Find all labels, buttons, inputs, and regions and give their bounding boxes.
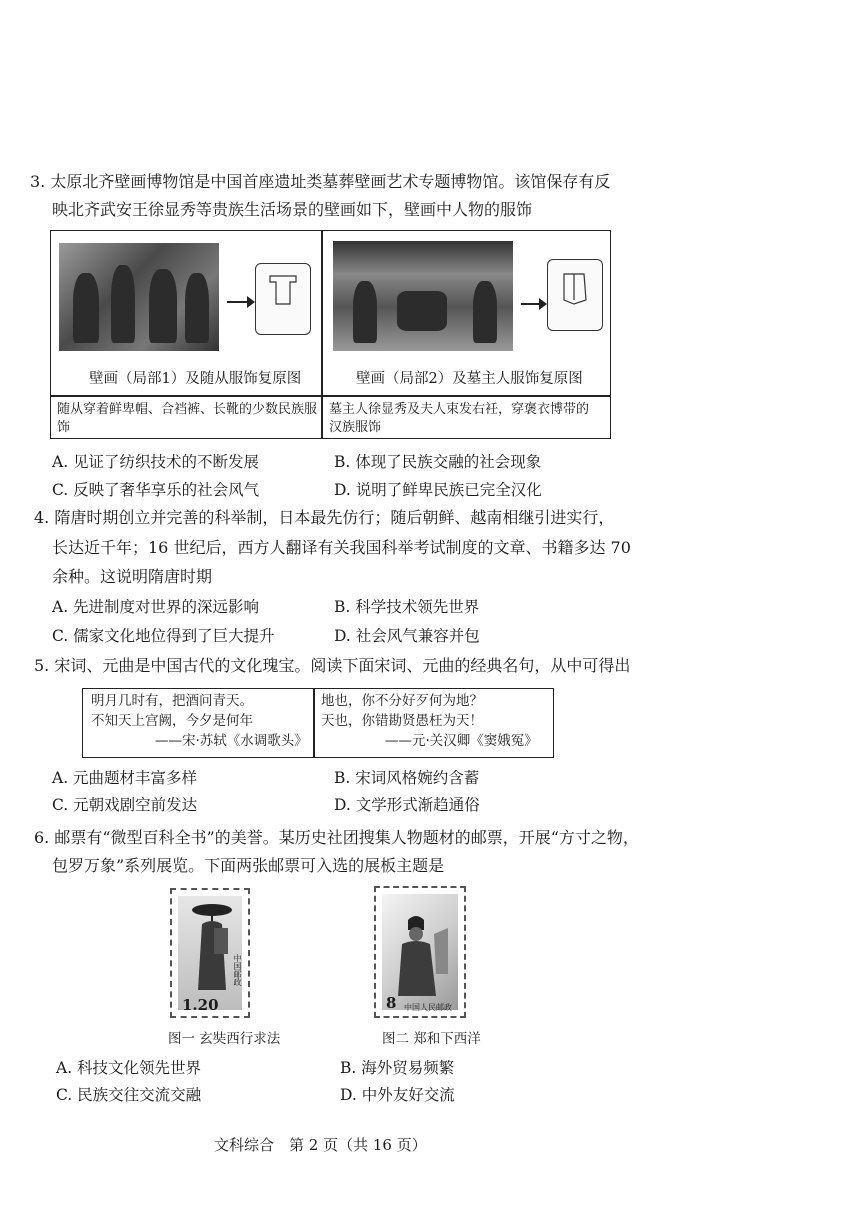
q3-stem-line2: 映北齐武安王徐显秀等贵族生活场景的壁画如下，壁画中人物的服饰: [52, 200, 533, 219]
q5-option-b[interactable]: B. 宋词风格婉约含蓄: [334, 769, 480, 787]
stamp-caption-1: 图一 玄奘西行求法: [168, 1031, 281, 1047]
q3-stem-line1: 3. 太原北齐壁画博物馆是中国首座遗址类墓葬壁画艺术专题博物馆。该馆保存有反: [30, 172, 611, 191]
q6-option-d[interactable]: D. 中外友好交流: [340, 1086, 455, 1104]
q5-option-d[interactable]: D. 文学形式渐趋通俗: [334, 796, 480, 814]
arrow-icon: [227, 301, 249, 303]
q6-option-b[interactable]: B. 海外贸易频繁: [340, 1059, 455, 1077]
q5-stem: 5. 宋词、元曲是中国古代的文化瑰宝。阅读下面宋词、元曲的经典名句，从中可得出: [34, 656, 631, 675]
q3-option-d[interactable]: D. 说明了鲜卑民族已完全汉化: [334, 481, 542, 499]
page-footer: 文科综合 第 2 页（共 16 页）: [214, 1136, 427, 1154]
q5-option-a[interactable]: A. 元曲题材丰富多样: [52, 769, 198, 787]
stamp-value: 8: [386, 994, 397, 1012]
yuan-qu-quote: [321, 691, 538, 751]
q6-option-a[interactable]: A. 科技文化领先世界: [56, 1059, 202, 1077]
admiral-figure-icon: [390, 904, 454, 1000]
quote-line: 地也，你不分好歹何为地？: [321, 693, 483, 709]
stamp-issuer: 中国人民邮政: [404, 1003, 452, 1012]
quote-line: 明月几时有，把酒问青天。: [91, 693, 253, 709]
q4-option-d[interactable]: D. 社会风气兼容并包: [334, 627, 480, 645]
q5-option-c[interactable]: C. 元朝戏剧空前发达: [52, 796, 198, 814]
arrow-icon: [521, 303, 541, 305]
stamp-issuer: 中国邮政: [233, 954, 242, 986]
stamp-xuanzang: [170, 888, 250, 1018]
table-divider: [51, 395, 610, 397]
song-ci-quote: [91, 691, 308, 751]
q3-option-b[interactable]: B. 体现了民族交融的社会现象: [334, 453, 542, 471]
q3-option-a[interactable]: A. 见证了纺织技术的不断发展: [52, 453, 260, 471]
q4-stem-line2: 长达近千年；16 世纪后，西方人翻译有关我国科举考试制度的文章、书籍多达 70: [52, 538, 631, 557]
q4-option-a[interactable]: A. 先进制度对世界的深远影响: [52, 598, 260, 616]
q4-stem-line3: 余种。这说明隋唐时期: [52, 567, 213, 586]
q3-option-c[interactable]: C. 反映了奢华享乐的社会风气: [52, 481, 260, 499]
quote-source: ——宋·苏轼《水调歌头》: [155, 733, 308, 749]
note-right: 墓主人徐显秀及夫人束发右衽，穿褒衣博带的汉族服饰: [329, 402, 590, 435]
stamp-value: 1.20: [182, 996, 219, 1014]
q4-option-b[interactable]: B. 科学技术领先世界: [334, 598, 480, 616]
costume-sketch-icon: [547, 259, 603, 331]
q4-option-c[interactable]: C. 儒家文化地位得到了巨大提升: [52, 627, 275, 645]
stamp-zhenghe: [374, 886, 466, 1018]
quote-source: ——元·关汉卿《窦娥冤》: [385, 733, 538, 749]
table-divider: [321, 231, 323, 438]
costume-sketch-icon: [255, 263, 311, 335]
mural-image-part2: [333, 241, 513, 351]
quote-line: 不知天上宫阙，今夕是何年: [91, 713, 253, 729]
q5-quote-table: [82, 688, 554, 758]
caption-part2: 壁画（局部2）及墓主人服饰复原图: [356, 371, 583, 387]
q6-stem-line2: 包罗万象”系列展览。下面两张邮票可入选的展板主题是: [52, 856, 445, 875]
stamp-caption-2: 图二 郑和下西洋: [382, 1031, 481, 1047]
q6-option-c[interactable]: C. 民族交往交流交融: [56, 1086, 202, 1104]
q3-mural-table: [50, 230, 611, 439]
caption-part1: 壁画（局部1）及随从服饰复原图: [89, 371, 302, 387]
mural-image-part1: [59, 243, 219, 351]
note-left: 随从穿着鲜卑帽、合裆裤、长靴的少数民族服饰: [57, 402, 318, 435]
q6-stem-line1: 6. 邮票有“微型百科全书”的美誉。某历史社团搜集人物题材的邮票，开展“方寸之物，: [34, 828, 639, 847]
q4-stem-line1: 4. 隋唐时期创立并完善的科举制，日本最先仿行；随后朝鲜、越南相继引进实行，: [34, 508, 615, 527]
quote-line: 天也，你错勘贤愚枉为天！: [321, 713, 483, 729]
table-divider: [313, 689, 315, 757]
